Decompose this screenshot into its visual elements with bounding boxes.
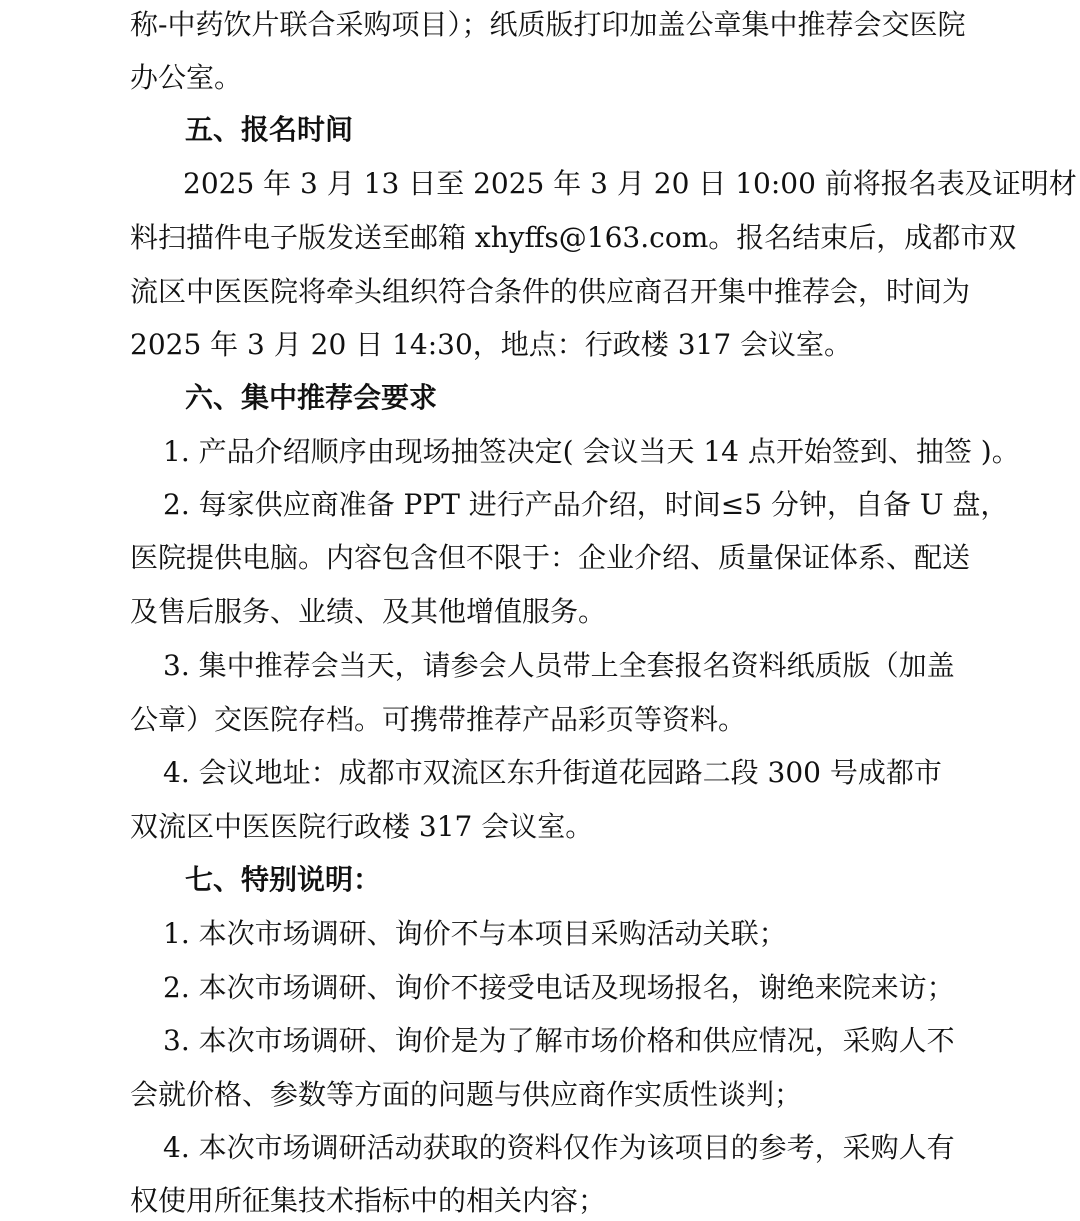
paragraph-line: 称-中药饮片联合采购项目）；纸质版打印加盖公章集中推荐会交医院 [130,8,966,41]
list-item-line: 3. 集中推荐会当天，请参会人员带上全套报名资料纸质版（加盖 [163,649,955,682]
paragraph-line: 2025 年 3 月 20 日 14:30，地点：行政楼 317 会议室。 [130,328,853,361]
paragraph-line: 双流区中医医院行政楼 317 会议室。 [130,810,594,843]
list-item-line: 1. 产品介绍顺序由现场抽签决定( 会议当天 14 点开始签到、抽签 )。 [163,435,1020,468]
section-heading-special-notes: 七、特别说明： [185,863,382,896]
section-heading-registration-time: 五、报名时间 [185,113,354,146]
paragraph-line: 医院提供电脑。内容包含但不限于：企业介绍、质量保证体系、配送 [130,541,971,574]
list-item-line: 4. 本次市场调研活动获取的资料仅作为该项目的参考，采购人有 [163,1131,955,1164]
paragraph-line: 会就价格、参数等方面的问题与供应商作实质性谈判； [130,1078,803,1111]
paragraph-line: 公章）交医院存档。可携带推荐产品彩页等资料。 [130,703,747,736]
paragraph-line: 流区中医医院将牵头组织符合条件的供应商召开集中推荐会，时间为 [130,275,971,308]
list-item-line: 1. 本次市场调研、询价不与本项目采购活动关联； [163,917,787,950]
paragraph-line: 办公室。 [130,61,243,94]
list-item-line: 2. 每家供应商准备 PPT 进行产品介绍，时间≤5 分钟，自备 U 盘， [163,488,1009,521]
list-item-line: 2. 本次市场调研、询价不接受电话及现场报名，谢绝来院来访； [163,971,955,1004]
paragraph-line: 及售后服务、业绩、及其他增值服务。 [130,595,607,628]
paragraph-line: 权使用所征集技术指标中的相关内容； [130,1184,607,1217]
list-item-line: 4. 会议地址：成都市双流区东升街道花园路二段 300 号成都市 [163,756,942,789]
paragraph-line: 料扫描件电子版发送至邮箱 xhyffs@163.com。报名结束后，成都市双 [130,221,1017,254]
paragraph-line: 2025 年 3 月 13 日至 2025 年 3 月 20 日 10:00 前将报名表及证明材 [183,167,1077,200]
section-heading-meeting-requirements: 六、集中推荐会要求 [185,381,438,414]
list-item-line: 3. 本次市场调研、询价是为了解市场价格和供应情况，采购人不 [163,1024,955,1057]
